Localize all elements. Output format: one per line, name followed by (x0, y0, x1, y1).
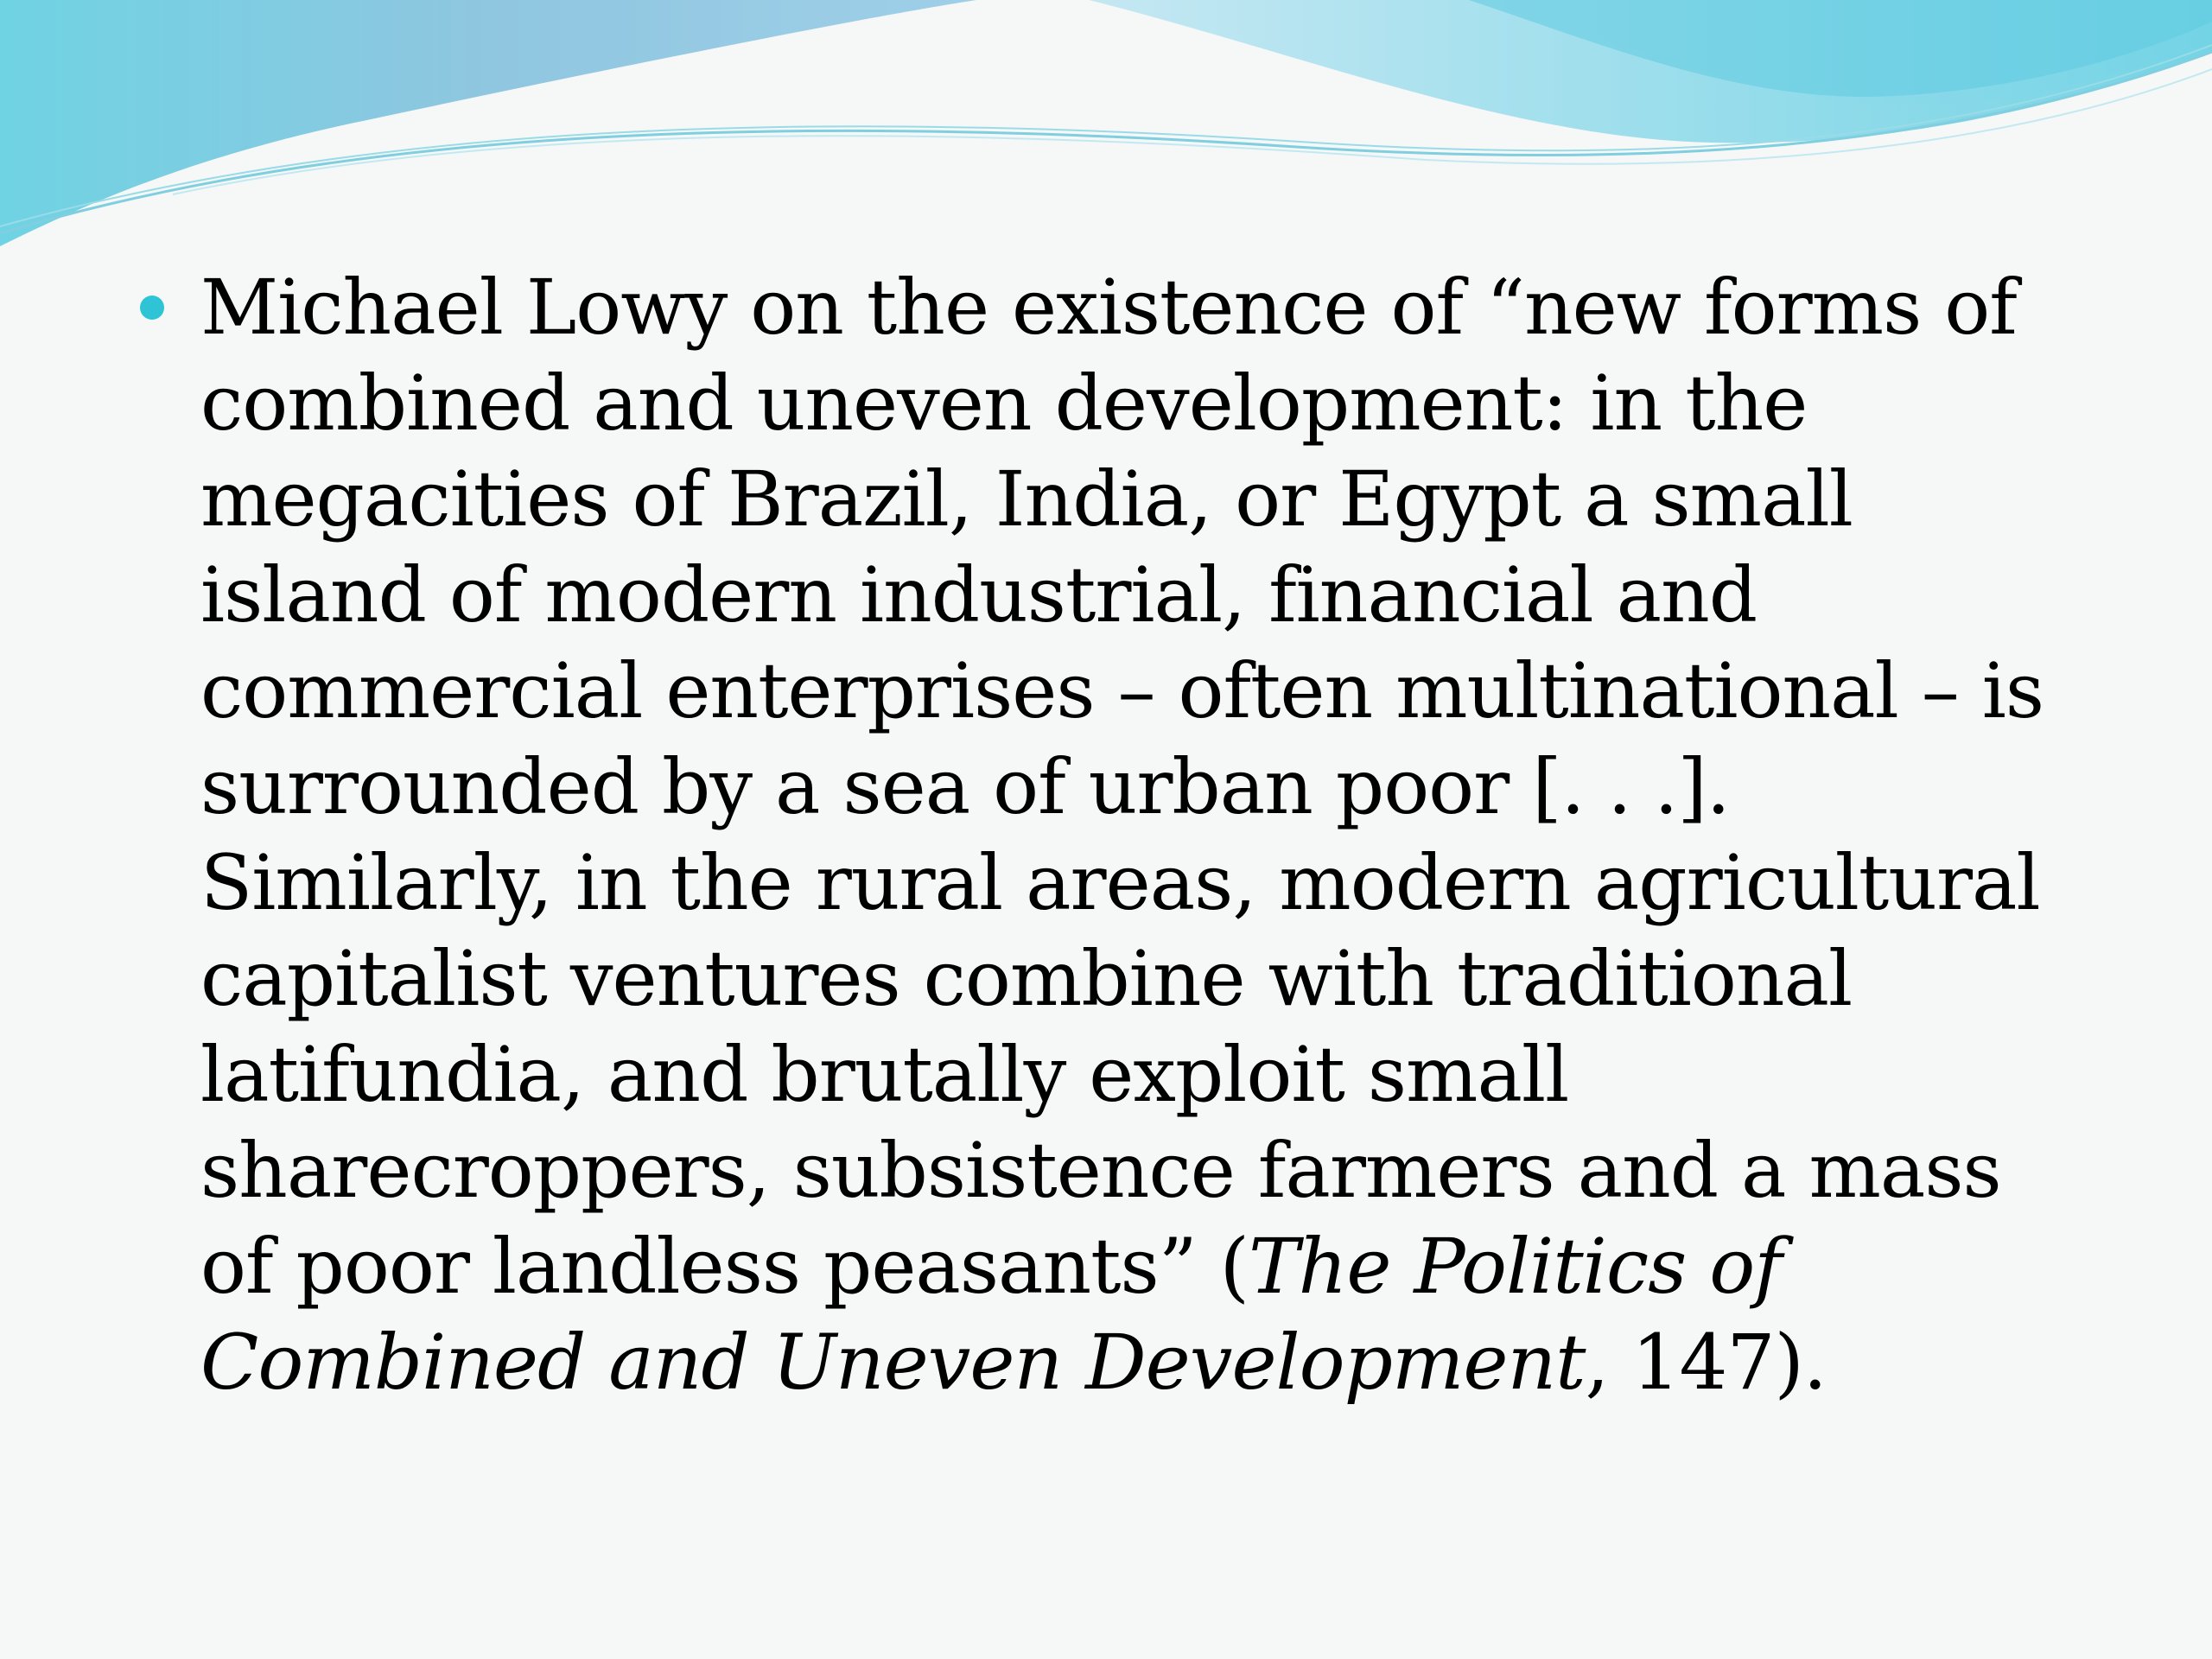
wave-header-decoration (0, 0, 2212, 276)
slide-body (138, 259, 2091, 1410)
bullet-dot-icon (140, 296, 164, 320)
quote-text: Michael Lowy on the existence of “new forms of combined and uneven development: in the megacities of Brazil, India, or Egypt a small island of modern industrial, financial and commercial enterprises – often multinational – is surrounded by a sea of urban poor [. . .]. Similarly, in the rural areas, modern agricultural capitalist ventures combine with traditional latifundia, and brutally exploit small sharecroppers, subsistence farmers and a mass of poor landless peasants” ( (200, 263, 2044, 1311)
citation-tail: , 147). (1585, 1318, 1827, 1407)
bullet-item (138, 259, 2091, 1410)
citation-title: The Politics of Combined and Uneven Development (200, 1222, 1782, 1407)
